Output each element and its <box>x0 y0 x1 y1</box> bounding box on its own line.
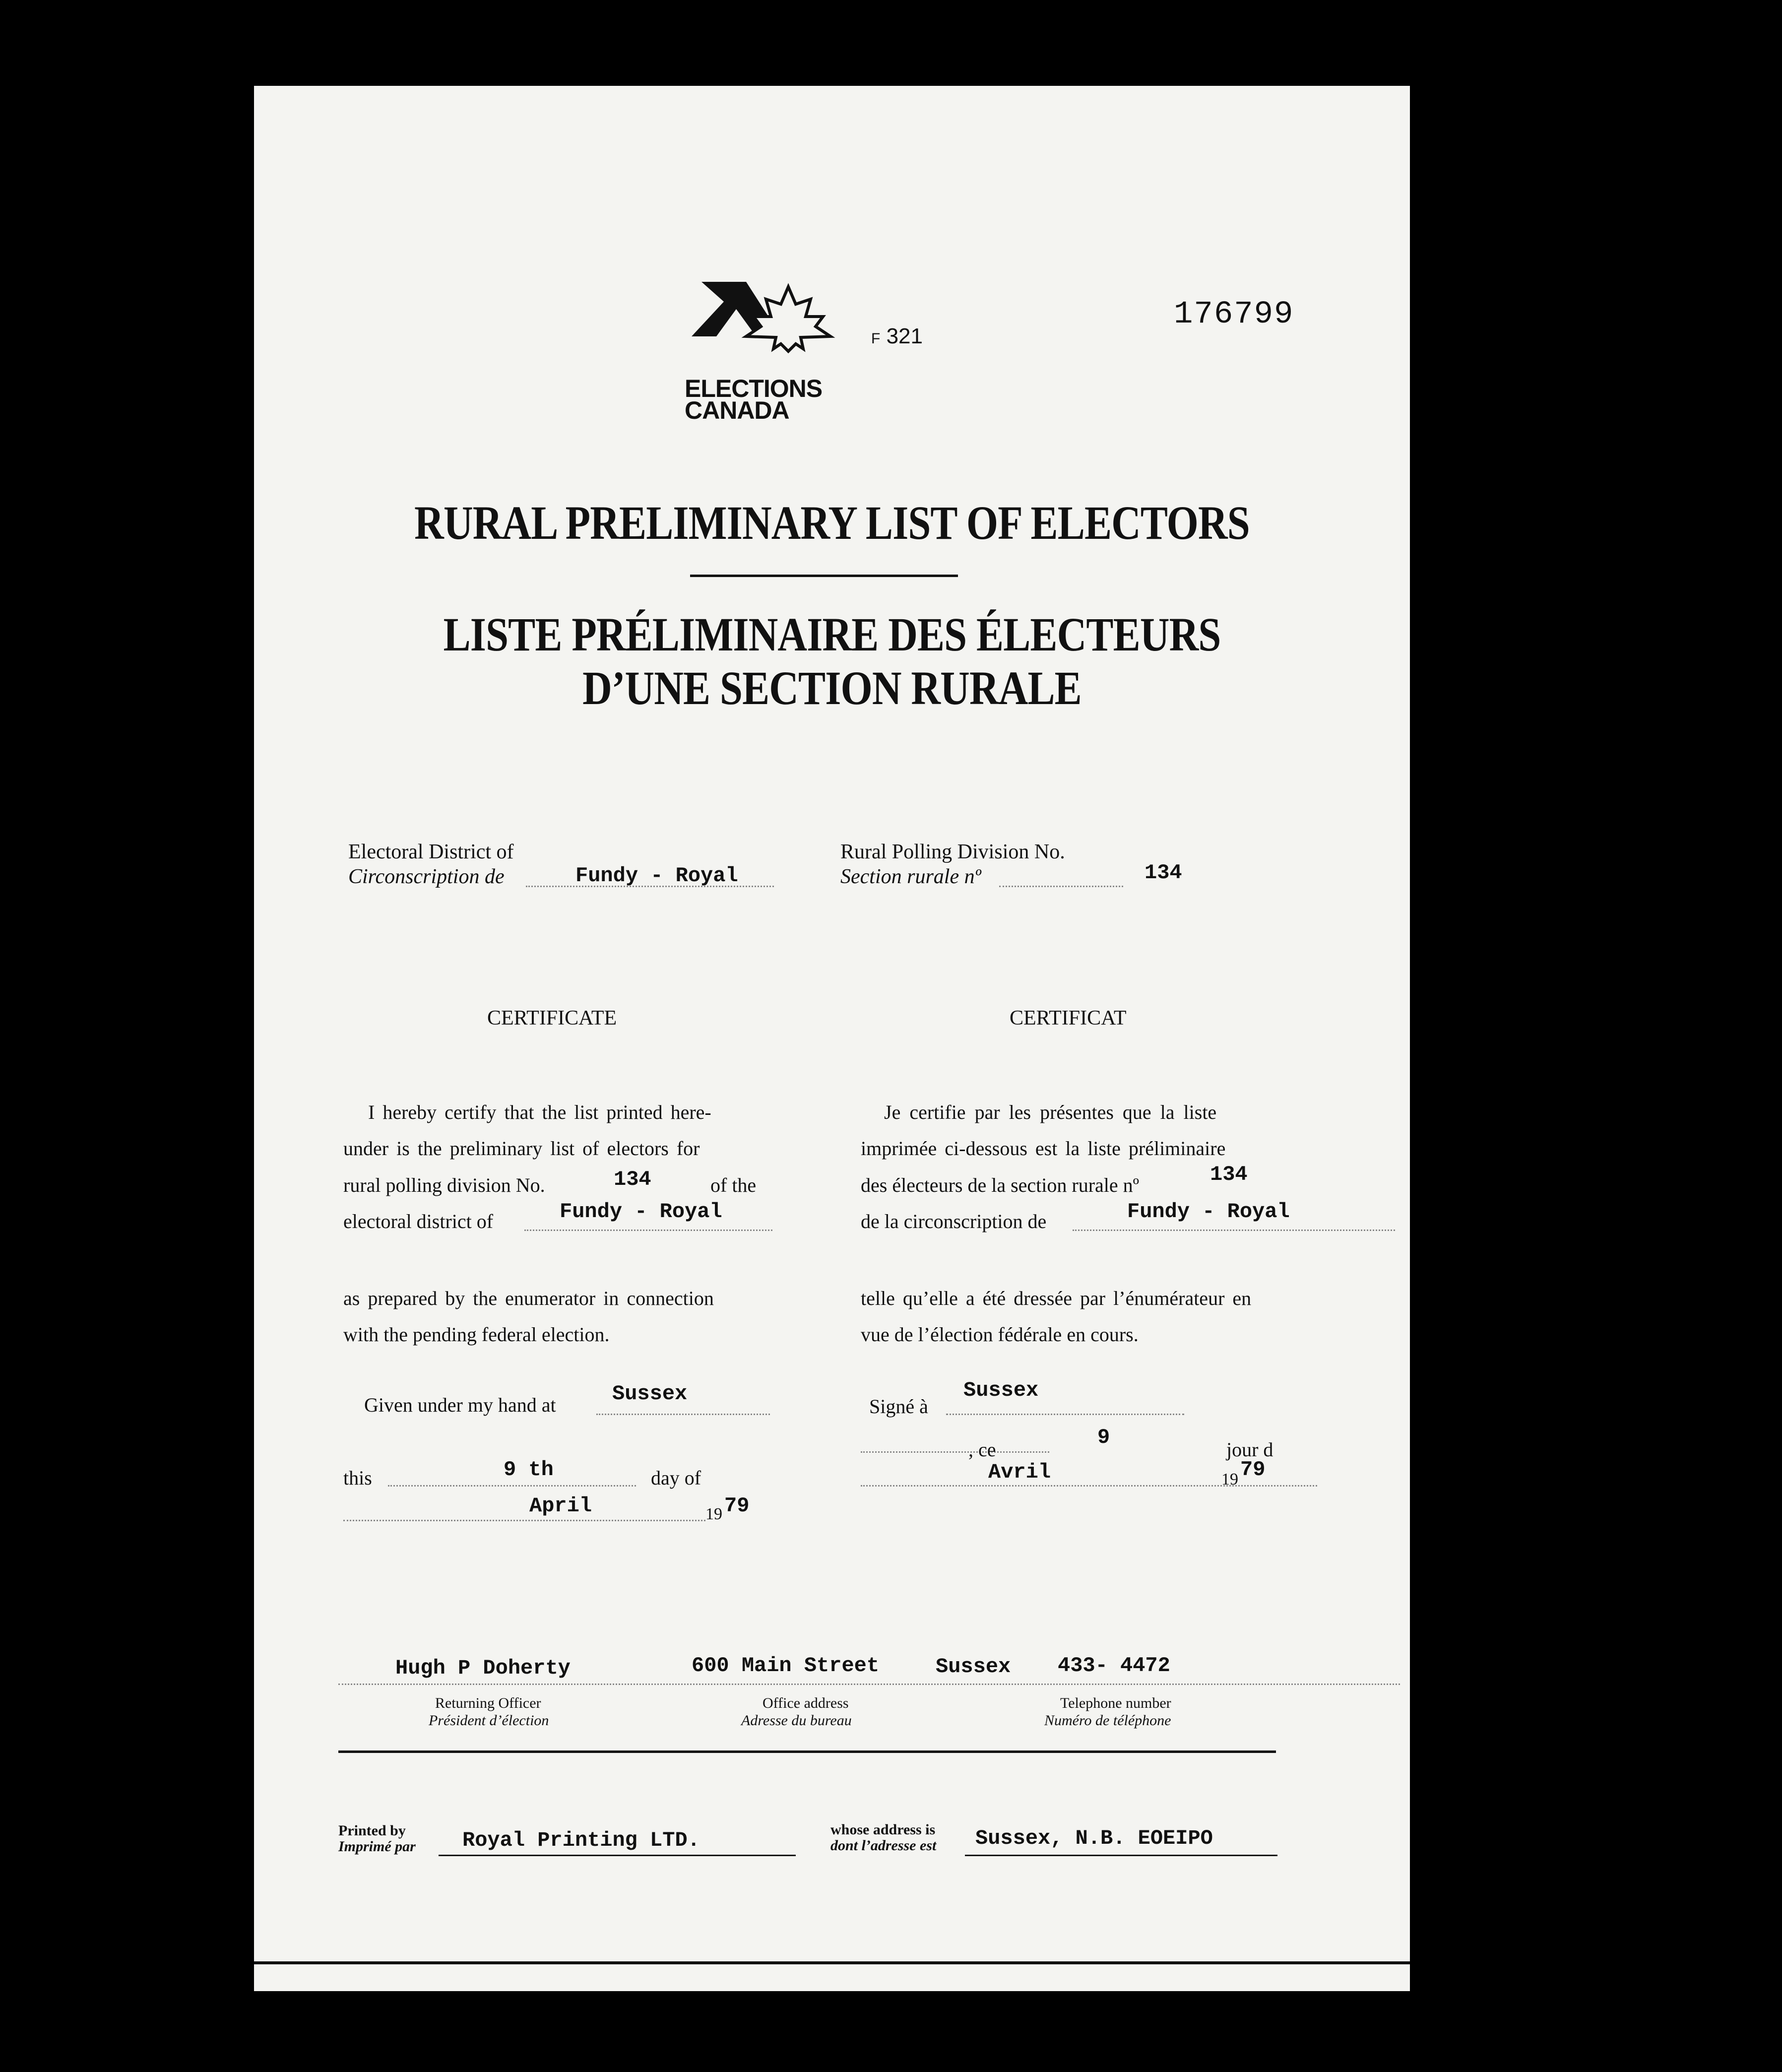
cert-en-line3a: rural polling division No. <box>343 1174 545 1196</box>
cert-en-month: April <box>529 1494 592 1518</box>
cert-en-line5: as prepared by the enumerator in connection <box>343 1287 714 1309</box>
cert-en-line3b: of the <box>710 1174 757 1196</box>
document-page <box>254 86 1410 1991</box>
cert-en-day: 9 th <box>504 1458 554 1482</box>
cert-en-line6: with the pending federal election. <box>343 1323 610 1346</box>
phone-label-fr: Numéro de téléphone <box>1044 1712 1171 1729</box>
cert-fr-line5: telle qu’elle a été dressée par l’énumérateur en <box>861 1287 1252 1309</box>
cert-en-district-value: Fundy - Royal <box>560 1200 722 1224</box>
cert-fr-year-suffix: 79 <box>1240 1458 1266 1482</box>
cert-en-district-line <box>524 1230 772 1231</box>
day-of-label: day of <box>651 1467 701 1489</box>
cert-fr-day: 9 <box>1097 1425 1110 1449</box>
cert-fr-district-line <box>1073 1230 1395 1231</box>
month-fill-line <box>343 1520 705 1521</box>
section-divider <box>338 1750 1276 1753</box>
signed-at-line <box>946 1414 1184 1415</box>
jour-label: jour d <box>1226 1438 1273 1461</box>
printer-name-line <box>439 1855 796 1856</box>
cert-fr-line2: imprimée ci-dessous est la liste préliminaire <box>861 1137 1226 1160</box>
district-label-en: Electoral District of <box>348 841 514 863</box>
given-at-label: Given under my hand at <box>364 1394 556 1416</box>
cert-fr-line3: des électeurs de la section rurale nº <box>861 1174 1140 1196</box>
office-address-label-en: Office address <box>763 1695 849 1711</box>
bottom-edge-rule <box>254 1961 1410 1964</box>
cert-en-line1: I hereby certify that the list printed here- <box>368 1101 711 1123</box>
office-address-label-fr: Adresse du bureau <box>741 1712 852 1729</box>
officer-address: 600 Main Street <box>692 1654 880 1678</box>
cert-en-line4: electoral district of <box>343 1210 494 1232</box>
title-english: RURAL PRELIMINARY LIST OF ELECTORS <box>414 496 1250 549</box>
phone-label-en: Telephone number <box>1060 1695 1171 1711</box>
cert-fr-district-value: Fundy - Royal <box>1127 1200 1290 1224</box>
printed-by-label-fr: Imprimé par <box>338 1838 416 1855</box>
cert-fr-year-prefix: 19 <box>1221 1470 1238 1489</box>
officer-name-label-fr: Président d’élection <box>429 1712 549 1729</box>
elections-canada-logo-icon <box>682 282 855 381</box>
form-number-value: 321 <box>886 324 923 348</box>
day-fill-line <box>388 1485 636 1487</box>
district-label-fr: Circonscription de <box>348 865 505 888</box>
printer-address: Sussex, N.B. EOEIPO <box>975 1826 1213 1850</box>
printer-name: Royal Printing LTD. <box>462 1828 700 1852</box>
cert-fr-month: Avril <box>988 1460 1051 1484</box>
cert-en-year-prefix: 19 <box>705 1505 722 1523</box>
ce-label: , ce <box>968 1438 996 1461</box>
division-value: 134 <box>1145 861 1182 885</box>
serial-number: 176799 <box>1174 297 1294 332</box>
cert-fr-line6: vue de l’élection fédérale en cours. <box>861 1323 1139 1346</box>
certificate-heading-fr: CERTIFICAT <box>1010 1007 1127 1030</box>
logo-line-canada: CANADA <box>685 396 789 424</box>
cert-fr-division-value: 134 <box>1210 1163 1248 1186</box>
this-label: this <box>343 1467 372 1489</box>
printer-address-label-fr: dont l’adresse est <box>830 1837 937 1854</box>
cert-fr-month-line <box>861 1485 1317 1487</box>
title-divider <box>690 575 958 577</box>
certificate-heading-en: CERTIFICATE <box>487 1007 617 1030</box>
logo-line-elections: ELECTIONS <box>685 375 823 402</box>
printer-address-line <box>965 1855 1277 1856</box>
title-french-line1: LISTE PRÉLIMINAIRE DES ÉLECTEURS <box>443 608 1221 661</box>
signed-at-place: Sussex <box>963 1378 1039 1402</box>
cert-en-division-value: 134 <box>614 1167 651 1191</box>
cert-en-line2: under is the preliminary list of electors for <box>343 1137 700 1160</box>
given-at-place: Sussex <box>612 1382 688 1406</box>
division-fill-line <box>999 886 1123 887</box>
logo-wordmark <box>685 375 823 424</box>
officer-name-label-en: Returning Officer <box>435 1695 541 1711</box>
given-at-line <box>596 1414 770 1415</box>
division-label-fr: Section rurale nº <box>840 865 981 888</box>
officer-city: Sussex <box>936 1655 1011 1679</box>
cert-fr-line1: Je certifie par les présentes que la liste <box>884 1101 1217 1123</box>
cert-fr-line4: de la circonscription de <box>861 1210 1047 1232</box>
title-french-line2: D’UNE SECTION RURALE <box>582 661 1082 714</box>
officer-fill-line <box>338 1684 1400 1685</box>
form-number <box>871 324 923 349</box>
officer-phone: 433- 4472 <box>1058 1654 1170 1678</box>
cert-en-year-suffix: 79 <box>724 1494 750 1518</box>
signed-at-label: Signé à <box>869 1395 928 1418</box>
officer-name: Hugh P Doherty <box>395 1656 571 1680</box>
division-label-en: Rural Polling Division No. <box>840 841 1065 863</box>
printer-address-label-en: whose address is <box>830 1821 936 1838</box>
printed-by-label-en: Printed by <box>338 1822 406 1839</box>
ce-lead-line <box>861 1451 1049 1453</box>
district-value: Fundy - Royal <box>575 864 738 888</box>
form-prefix: F <box>871 330 881 347</box>
